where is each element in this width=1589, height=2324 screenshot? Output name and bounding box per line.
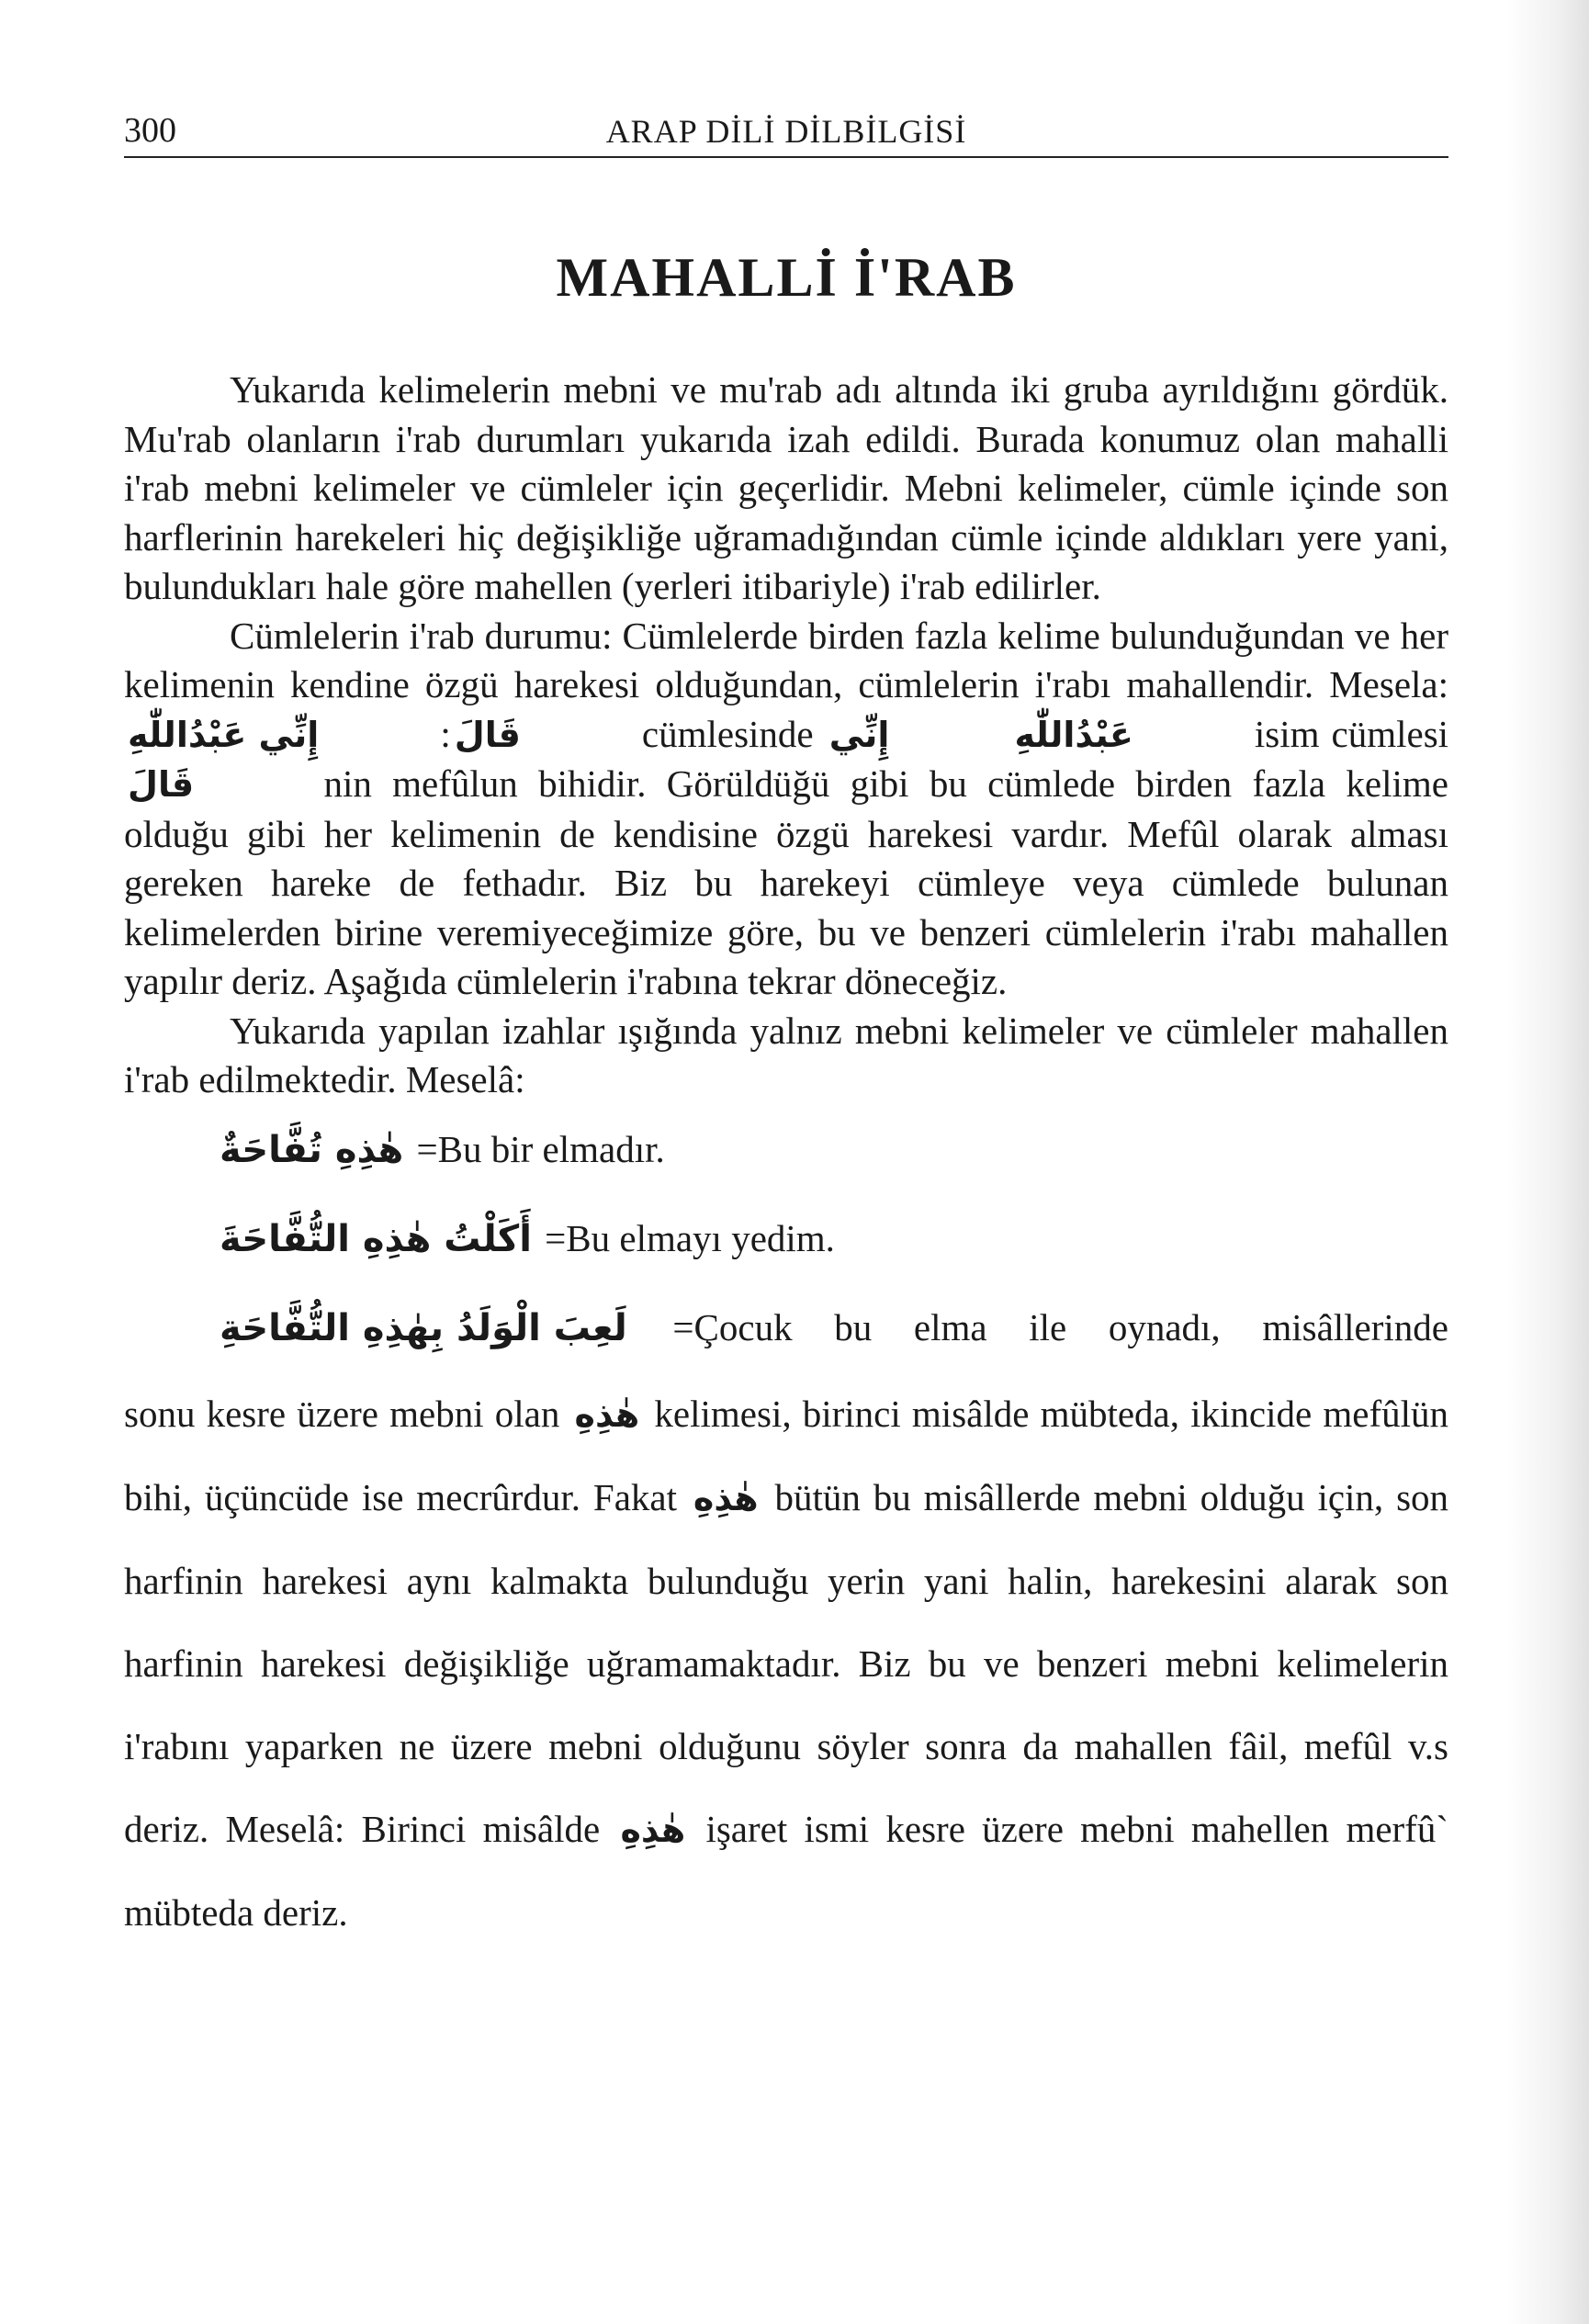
page-number: 300 bbox=[124, 111, 176, 150]
arabic-word: هٰذِهِ bbox=[620, 1809, 686, 1850]
example-translation: =Bu elmayı yedim. bbox=[545, 1216, 835, 1259]
running-title: ARAP DİLİ DİLBİLGİSİ bbox=[605, 113, 967, 150]
example-arabic: هٰذِهِ تُفَّاحَةٌ bbox=[220, 1128, 404, 1171]
example-line bbox=[124, 1283, 1448, 1372]
arabic-word: عَبْدُاللّٰهِ bbox=[1014, 714, 1133, 755]
arabic-phrase: إِنِّي عَبْدُاللّٰهِ bbox=[128, 714, 320, 755]
p2-colon: : bbox=[440, 712, 451, 755]
page-edge-shading bbox=[1506, 0, 1589, 2324]
p4-text-4: işaret ismi kesre üzere mebni mahellen merfû` mübteda deriz. bbox=[124, 1807, 1448, 1934]
arabic-word: هٰذِهِ bbox=[574, 1393, 640, 1435]
example-translation: =Bu bir elmadır. bbox=[416, 1127, 665, 1170]
paragraph-2 bbox=[124, 612, 1448, 1007]
p2-text-2: cümlesinde bbox=[641, 712, 814, 755]
paragraph-4 bbox=[124, 1372, 1448, 1954]
example-line bbox=[124, 1194, 1448, 1283]
example-translation: =Çocuk bu elma ile oynadı, misâllerinde bbox=[672, 1305, 1448, 1348]
p4-text-3: bütün bu misâllerde mebni olduğu için, son harfinin harekesi aynı kalmakta bulunduğu yerin yani halin, harekesini alarak son harfinin harekesi değişikliğe uğramamaktadır. Biz bu ve benzeri mebni kelimelerin i'rabını yaparken ne üzere mebni olduğunu söyler sonra da mahallen fâil, mefûl v.s deriz. Meselâ: Birinci misâlde bbox=[124, 1475, 1449, 1850]
arabic-word: قَالَ bbox=[128, 764, 195, 805]
arabic-word: هٰذِهِ bbox=[693, 1477, 759, 1518]
p4-text-1: sonu kesre üzere mebni olan bbox=[124, 1392, 560, 1435]
arabic-word: إِنِّي bbox=[828, 714, 890, 755]
example-arabic: لَعِبَ الْوَلَدُ بِهٰذِهِ التُّفَّاحَةِ bbox=[220, 1306, 627, 1349]
p2-text-4: nin mefûlun bihidir. Görüldüğü gibi bu cümlede birden fazla kelime olduğu gibi her kelimenin de kendisine özgü harekesi vardır. Mefûl olarak alması gereken hareke de fethadır. Biz bu harekeyi cümleye veya cümlede bulunan kelimelerden birine veremiyeceğimize göre, bu ve benzeri cümlelerin i'rabı mahallen yapılır deriz. Aşağıda cümlelerin i'rabına tekrar döneceğiz. bbox=[124, 762, 1448, 1002]
paragraph-3: Yukarıda yapılan izahlar ışığında yalnız mebni kelimeler ve cümleler mahallen i'rab edilmektedir. Meselâ: bbox=[124, 1009, 1448, 1100]
p4-text-2: kelimesi, birinci misâlde mübteda, ikincide mefûlün bihi, üçüncüde ise mecrûrdur. Fakat bbox=[124, 1392, 1449, 1518]
page-header bbox=[124, 103, 1448, 158]
paragraph-1: Yukarıda kelimelerin mebni ve mu'rab adı altında iki gruba ayrıldığını gördük. Mu'rab olanların i'rab durumları yukarıda izah edildi. Burada konumuz olan mahalli i'rab mebni kelimeler ve cümleler için geçerlidir. Mebni kelimeler, cümle içinde son harflerinin harekeleri hiç değişikliğe uğramadığından cümle içinde aldıkları yere yani, bulundukları hale göre mahellen (yerleri itibariyle) i'rab edilirler. bbox=[124, 368, 1448, 607]
arabic-word: قَالَ bbox=[454, 714, 521, 755]
p2-text-1: Cümlelerin i'rab durumu: Cümlelerde birden fazla kelime bulunduğundan ve her kelimenin kendine özgü harekesi olduğundan, cümlelerin i'rabı mahallendir. Mesela: bbox=[124, 614, 1448, 705]
p2-text-3: isim cümlesi bbox=[1254, 712, 1449, 755]
chapter-title: MAHALLİ İ'RAB bbox=[556, 247, 1017, 308]
example-arabic: أَكَلْتُ هٰذِهِ التُّفَّاحَةَ bbox=[220, 1217, 532, 1260]
example-line bbox=[124, 1105, 1448, 1194]
body-text bbox=[124, 366, 1448, 1954]
